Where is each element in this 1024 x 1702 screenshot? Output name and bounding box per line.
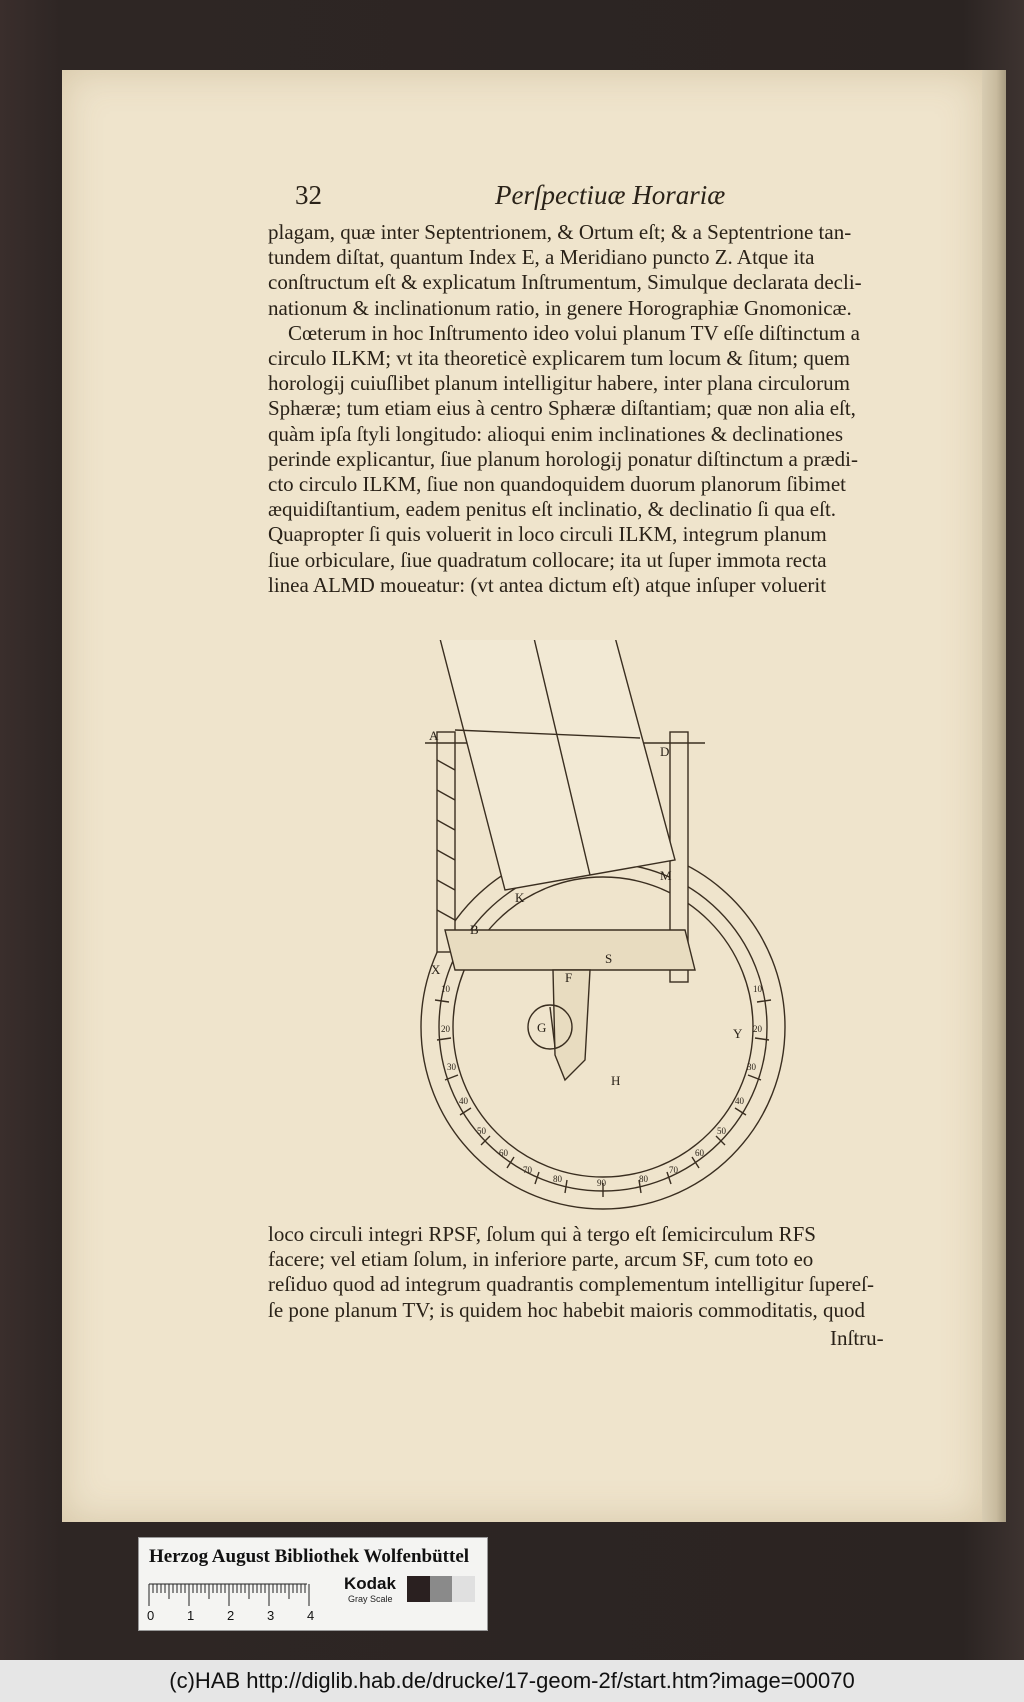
scale-number: 20 bbox=[753, 1024, 762, 1034]
instrument-engraving bbox=[415, 640, 795, 1210]
library-name: Herzog August Bibliothek Wolfenbüttel bbox=[149, 1546, 470, 1567]
base-box bbox=[445, 930, 695, 970]
text-line: cto circulo ILKM, ſiue non quandoquidem duorum planorum ſibimet bbox=[268, 472, 846, 497]
plane-TV bbox=[430, 640, 675, 890]
scale-number: 10 bbox=[753, 984, 762, 994]
running-title: Perſpectiuæ Horariæ bbox=[495, 180, 726, 210]
label-M: M bbox=[660, 868, 672, 883]
scale-number: 50 bbox=[717, 1126, 726, 1136]
label-S: S bbox=[605, 951, 613, 966]
gray-swatch bbox=[430, 1576, 453, 1602]
text-line: circulo ILKM; vt ita theoreticè explicarem tum locum & ſitum; quem bbox=[268, 346, 851, 371]
color-calibration-bar bbox=[138, 1537, 488, 1631]
text-line: ſe pone planum TV; is quidem hoc habebit maioris commoditatis, quod bbox=[268, 1297, 866, 1322]
catchword: Inſtru- bbox=[830, 1326, 884, 1350]
ruler-number: 1 bbox=[187, 1608, 195, 1623]
scale-number: 60 bbox=[695, 1148, 704, 1158]
scale-number: 80 bbox=[639, 1174, 648, 1184]
text-line: facere; vel etiam ſolum, in inferiore parte, arcum SF, cum toto eo bbox=[268, 1247, 814, 1272]
page-header bbox=[295, 180, 855, 216]
text-line: æquidiſtantium, eadem penitus eſt inclinatio, & declinatio ſi qua eſt. bbox=[268, 497, 837, 522]
gray-swatch bbox=[407, 1576, 430, 1602]
body-text-lower bbox=[268, 1222, 923, 1323]
scale-number: 30 bbox=[747, 1062, 756, 1072]
text-line: conſtructum eſt & explicatum Inſtrumentum, Simulque declarata decli- bbox=[268, 270, 862, 295]
text-line: Cœterum in hoc Inſtrumento ideo volui planum TV eſſe diſtinctum a bbox=[288, 320, 860, 345]
label-Y: Y bbox=[733, 1026, 743, 1041]
ruler-number: 2 bbox=[227, 1608, 235, 1623]
text-line: horologij cuiuſlibet planum intelligitur habere, inter plana circulorum bbox=[268, 371, 851, 396]
text-line: tundem diſtat, quantum Index E, a Meridiano puncto Z. Atque ita bbox=[268, 245, 815, 270]
scale-number: 10 bbox=[441, 984, 450, 994]
label-F: F bbox=[565, 970, 573, 985]
gray-scale-label: Gray Scale bbox=[348, 1594, 393, 1604]
ruler-number: 4 bbox=[307, 1608, 315, 1623]
scale-number: 40 bbox=[459, 1096, 468, 1106]
label-B: B bbox=[470, 922, 479, 937]
dial-inner-ring bbox=[439, 863, 767, 1191]
label-K: K bbox=[515, 890, 525, 905]
text-line: reſiduo quod ad integrum quadrantis complementum intelligitur ſupereſ- bbox=[268, 1272, 874, 1297]
ruler-number: 3 bbox=[267, 1608, 275, 1623]
text-line: Quapropter ſi quis voluerit in loco circuli ILKM, integrum planum bbox=[268, 522, 827, 547]
scale-number: 30 bbox=[447, 1062, 456, 1072]
text-line: nationum & inclinationum ratio, in genere Horographiæ Gnomonicæ. bbox=[268, 295, 852, 320]
body-text-upper bbox=[268, 220, 923, 598]
page-edge bbox=[982, 70, 1006, 1522]
scale-number: 90 bbox=[597, 1178, 606, 1188]
text-line: perinde explicantur, ſiue planum horologij ponatur diſtinctum a prædi- bbox=[268, 446, 858, 471]
scale-number: 50 bbox=[477, 1126, 486, 1136]
scale-number: 80 bbox=[553, 1174, 562, 1184]
page-number: 32 bbox=[295, 180, 322, 210]
scale-number: 70 bbox=[523, 1165, 532, 1175]
label-X: X bbox=[431, 962, 441, 977]
gray-swatch bbox=[452, 1576, 475, 1602]
dial-scale-numbers bbox=[441, 984, 763, 1188]
instrument-figure bbox=[415, 640, 795, 1210]
label-D: D bbox=[660, 744, 670, 759]
scale-number: 70 bbox=[669, 1165, 678, 1175]
gray-swatches bbox=[407, 1576, 475, 1602]
footer-url: (c)HAB http://diglib.hab.de/drucke/17-geom-2f/start.htm?image=00070 bbox=[0, 1660, 1024, 1702]
scale-number: 40 bbox=[735, 1096, 744, 1106]
label-G: G bbox=[537, 1020, 547, 1035]
kodak-label: Kodak bbox=[344, 1574, 396, 1593]
text-line: ſiue orbiculare, ſiue quadratum collocare; ita ut ſuper immota recta bbox=[268, 547, 827, 572]
text-line: plagam, quæ inter Septentrionem, & Ortum eſt; & a Septentrione tan- bbox=[268, 220, 852, 244]
text-line: linea ALMD moueatur: (vt antea dictum eſt) atque inſuper voluerit bbox=[268, 572, 827, 597]
text-line: quàm ipſa ſtyli longitudo: alioqui enim inclinationes & declinationes bbox=[268, 421, 844, 446]
label-A: A bbox=[429, 728, 439, 743]
ruler-number: 0 bbox=[147, 1608, 155, 1623]
label-H: H bbox=[611, 1073, 621, 1088]
scale-number: 60 bbox=[499, 1148, 508, 1158]
text-line: loco circuli integri RPSF, ſolum qui à tergo eſt ſemicirculum RFS bbox=[268, 1222, 816, 1246]
scale-number: 20 bbox=[441, 1024, 450, 1034]
dial-outer-ring bbox=[421, 845, 785, 1209]
text-line: Sphæræ; tum etiam eius à centro Sphæræ diſtantiam; quæ non alia eſt, bbox=[268, 396, 856, 421]
